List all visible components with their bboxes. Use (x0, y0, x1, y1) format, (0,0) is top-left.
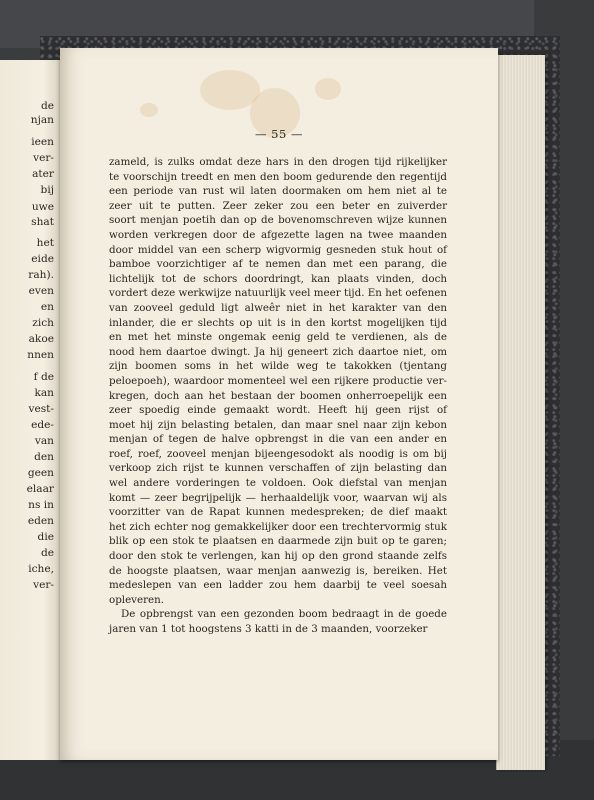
left-page-fragment: nnen (27, 349, 54, 361)
text-line: jaren van 1 tot hoogstens 3 katti in de 3 maanden, voorzeker (109, 623, 428, 635)
text-line: zameld, is zulks omdat deze hars in den drogen tijd rijkelijker (109, 156, 447, 168)
text-line: en met het minste ongemak eenig geld te verdienen, als de (109, 331, 447, 344)
page-edges (496, 55, 545, 770)
text-line: te voorschijn treedt en men den boom gedurende den regentijd (109, 170, 447, 183)
text-line: wel andere vorderingen te voldoen. Ook diefstal van menjan (109, 477, 447, 490)
text-line: soort menjan poetih dan op de bovenomschreven wijze kunnen (109, 214, 447, 227)
left-page-fragment: uwe (31, 201, 54, 213)
left-page-fragment: f de (33, 371, 54, 383)
left-page-fragment: bij (40, 184, 54, 196)
text-line: inlander, die er slechts op uit is in den kortst mogelijken tijd (109, 316, 447, 329)
left-page-fragment: ver- (33, 579, 54, 591)
left-page-fragment: ede- (31, 419, 54, 431)
left-page-fragment: ns in (28, 499, 54, 511)
left-page-fragment: eden (27, 515, 54, 527)
left-page-fragment: de (40, 547, 54, 559)
text-line: zijn boomen soms in het wilde weg te takokken (tjentang (109, 360, 447, 373)
left-page-fragment: elaar (26, 483, 54, 495)
left-page-fragment: geen (27, 467, 54, 479)
left-page (0, 60, 63, 760)
text-line: moet hij zijn belasting betalen, dan maar snel naar zijn kebon (109, 418, 447, 431)
text-line: zeer spoedig einde gemaakt wordt. Heeft hij geen rijst of (109, 404, 447, 417)
text-line: door den stok te verlengen, kan hij op den grond staande zelfs (109, 550, 447, 563)
left-page-fragment: die (37, 531, 54, 543)
text-line: menjan of tegen de halve opbrengst in die van een ander en (109, 433, 447, 446)
text-line: komt — zeer begrijpelijk — herhaaldelijk voor, waarvan wij als (109, 491, 447, 504)
text-line: het zich echter nog gemakkelijker door een trechtervormig stuk (109, 520, 447, 533)
text-line: kregen, doch aan het bestaan der boomen onherroepelijk een (109, 389, 447, 402)
left-page-fragment: kan (34, 387, 54, 399)
text-line: vordert deze werkwijze natuurlijk veel meer tijd. En het oefenen (109, 287, 447, 300)
left-page-fragment: vest- (28, 403, 54, 415)
foxing-stain (315, 78, 341, 100)
left-page-fragment: iche, (28, 563, 54, 575)
left-page-fragment: ver- (33, 152, 54, 164)
left-page-fragment: akoe (28, 333, 54, 345)
text-line: voorzitter van de Rapat kunnen medespreken; de dief maakt (109, 506, 447, 519)
left-page-fragment: den (34, 451, 54, 463)
left-page-fragment: zich (32, 317, 54, 329)
left-page-fragment: shat (31, 216, 54, 228)
left-page-fragment: van (34, 435, 54, 447)
right-page (60, 48, 498, 760)
left-page-fragment: even (28, 285, 54, 297)
text-line: nood hem daartoe dwingt. Ja hij geneert zich daartoe niet, om (109, 345, 447, 358)
text-line: zeer uit te putten. Zeer zeker zou een beter en zuiverder (109, 199, 447, 212)
left-page-fragment: rah). (28, 269, 54, 281)
text-line: worden verkregen door de afgezette lagen na twee maanden (109, 228, 447, 241)
left-page-fragment: eide (31, 253, 54, 265)
text-line: roef, roef, zooveel menjan bijeengesodokt als noodig is om bij (109, 447, 447, 460)
text-line: van zooveel geduld ligt alweêr niet in het karakter van den (109, 301, 447, 314)
text-line: opleveren. (109, 593, 165, 606)
text-line: een periode van rust wil laten doormaken om hem niet al te (109, 185, 447, 198)
body-text (109, 155, 447, 637)
page-number: — 55 — (255, 127, 303, 141)
text-line: medeslepen van een ladder zou hem daarbij te veel soesah (109, 579, 447, 592)
left-page-fragment: en (40, 301, 54, 313)
text-line: lichtelijk tot de schors doordringt, kan plaats vinden, doch (109, 272, 447, 285)
text-line: de hoogste plaatsen, waar menjan aanwezig is, bereiken. Het (109, 564, 447, 577)
left-page-fragment: het (36, 237, 54, 249)
text-line: bamboe voorzichtiger af te nemen dan met een parang, die (109, 258, 447, 271)
left-page-fragment: ieen (31, 136, 54, 148)
text-line: peloepoeh), waardoor momenteel wel een rijkere productie ver- (109, 374, 447, 387)
text-line: De opbrengst van een gezonden boom bedraagt in de goede (121, 608, 447, 621)
left-page-fragment: njan (30, 114, 54, 126)
text-line: verkoop zich rijst te kunnen verschaffen of zijn belasting dan (109, 462, 447, 475)
text-line: blik op een stok te plaatsen en daarmede zijn buit op te garen; (109, 535, 447, 548)
foxing-stain (140, 103, 158, 117)
left-page-fragment: ater (32, 168, 54, 180)
left-page-fragment: de (40, 100, 54, 112)
text-line: door middel van een scherp wigvormig gesneden stuk hout of (109, 243, 447, 256)
